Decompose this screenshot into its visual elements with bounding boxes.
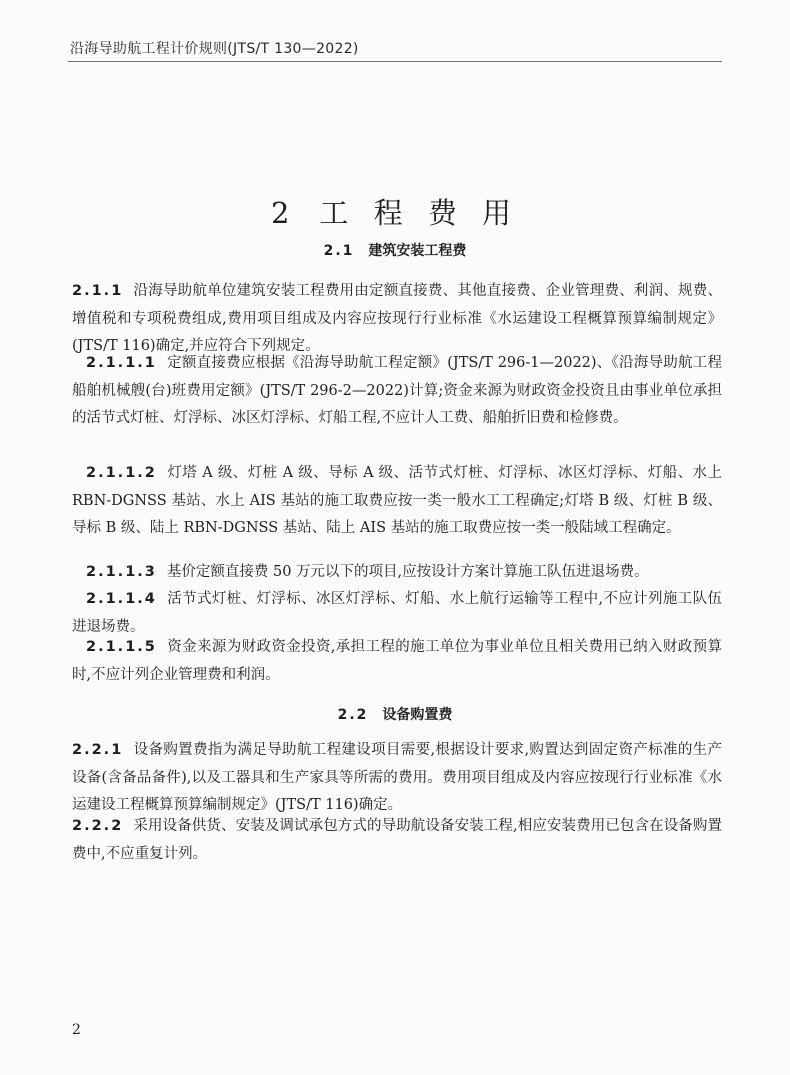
clause-2-1-1-5 [72,634,722,689]
section-title: 设备购置费 [382,707,453,723]
clause-2-2-2 [72,813,722,868]
clause-text: 沿海导助航单位建筑安装工程费用由定额直接费、其他直接费、企业管理费、利润、规费、增值税和专项税费组成,费用项目组成及内容应按现行行业标准《水运建设工程概算预算编制规定》(JTS/T 116)确定,并应符合下列规定。 [72,283,722,354]
clause-number: 2.1.1.3 [86,564,157,580]
clause-text: 设备购置费指为满足导助航工程建设项目需要,根据设计要求,购置达到固定资产标准的生产设备(含备品备件),以及工器具和生产家具等所需的费用。费用项目组成及内容应按现行行业标准《水运建设工程概算预算编制规定》(JTS/T 116)确定。 [72,742,722,813]
clause-2-1-1-3 [72,559,722,587]
clause-2-1-1 [72,278,722,361]
clause-2-1-1-4 [72,586,722,641]
clause-text: 活节式灯桩、灯浮标、冰区灯浮标、灯船、水上航行运输等工程中,不应计列施工队伍进退场费。 [72,591,722,635]
chapter-title [0,191,790,232]
clause-number: 2.1.1.4 [86,591,157,607]
page-number: 2 [72,1022,81,1038]
clause-2-1-1-1 [72,350,722,433]
clause-2-2-1 [72,737,722,820]
clause-number: 2.1.1.5 [86,639,157,655]
section-number: 2.2 [337,707,369,723]
section-heading-2-1 [0,240,790,260]
chapter-number: 2 [270,196,298,231]
section-heading-2-2 [0,704,790,724]
clause-2-1-1-2 [72,460,722,543]
clause-text: 资金来源为财政资金投资,承担工程的施工单位为事业单位且相关费用已纳入财政预算时,不应计列企业管理费和利润。 [72,639,722,683]
section-title: 建筑安装工程费 [368,243,467,259]
clause-text: 定额直接费应根据《沿海导助航工程定额》(JTS/T 296-1—2022)、《沿海导助航工程船舶机械艘(台)班费用定额》(JTS/T 296-2—2022)计算;资金来源为财政资金投资且由事业单位承担的活节式灯桩、灯浮标、冰区灯浮标、灯船工程,不应计人工费、船舶折旧费和检修费。 [72,355,722,426]
clause-text: 采用设备供货、安装及调试承包方式的导助航设备安装工程,相应安装费用已包含在设备购置费中,不应重复计列。 [72,818,722,862]
clause-text: 灯塔 A 级、灯桩 A 级、导标 A 级、活节式灯桩、灯浮标、冰区灯浮标、灯船、水上 RBN-DGNSS 基站、水上 AIS 基站的施工取费应按一类一般水工工程确定;灯塔 B 级、灯桩 B 级、导标 B 级、陆上 RBN-DGNSS 基站、陆上 AIS 基站的施工取费应按一类一般陆域工程确定。 [72,465,722,536]
clause-number: 2.1.1 [72,283,124,299]
clause-number: 2.1.1.2 [86,465,157,481]
section-number: 2.1 [323,243,355,259]
header-divider [68,61,722,62]
chapter-title-text: 工 程 费 用 [319,196,520,231]
running-header: 沿海导助航工程计价规则(JTS/T 130—2022) [70,41,359,57]
clause-text: 基价定额直接费 50 万元以下的项目,应按设计方案计算施工队伍进退场费。 [166,564,649,580]
clause-number: 2.2.2 [72,818,124,834]
clause-number: 2.2.1 [72,742,124,758]
clause-number: 2.1.1.1 [86,355,157,371]
